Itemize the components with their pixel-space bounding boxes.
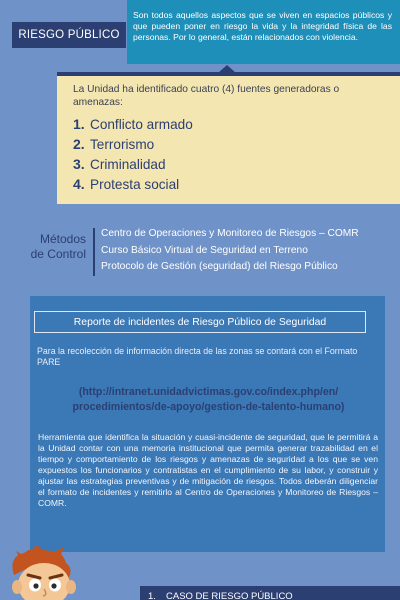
list-item-number: 3.: [73, 156, 85, 172]
metodo-item: Centro de Operaciones y Monitoreo de Riesgos – COMR: [101, 228, 359, 239]
link-line[interactable]: (http://intranet.unidadvictimas.gov.co/index.php/en/: [78, 386, 339, 398]
divider: [93, 228, 95, 276]
metodo-item: Protocolo de Gestión (seguridad) del Riesgo Público: [101, 261, 338, 272]
reporte-body: Herramienta que identifica la situación y cuasi-incidente de seguridad, que le permitirá a la Unidad contar con una memoria institucional que permita generar trazabilidad en el tiempo y comportamiento de los riesgos y amenazas de seguridad a los que se ven expuestos los funcionarios y contratistas en el cumplimiento de su labor, y construir y ajustar las estrategias preventivas y de mitigación de riesgos. Todos deberán diligenciar el formato de incidentes y remitirlo al Centro de Operaciones y Monitoreo de Riesgos – COMR.: [38, 432, 378, 508]
list-item: [73, 116, 388, 136]
worried-person-icon: [0, 545, 90, 600]
formato-pare-link[interactable]: [36, 385, 381, 414]
list-item-label: Protesta social: [90, 177, 180, 192]
next-section-label: CASO DE RIESGO PÚBLICO: [166, 591, 293, 600]
list-item-label: Criminalidad: [90, 157, 166, 172]
list-item: [73, 176, 388, 196]
fuentes-box: [57, 72, 400, 204]
reporte-title: Reporte de incidentes de Riesgo Público de Seguridad: [34, 311, 366, 333]
reporte-intro: Para la recolección de información directa de las zonas se contará con el Formato PARE: [37, 346, 358, 367]
metodos-heading: [16, 232, 86, 262]
fuentes-intro: La Unidad ha identificado cuatro (4) fuentes generadoras o amenazas:: [73, 84, 340, 108]
list-item-label: Conflicto armado: [90, 117, 193, 132]
link-line[interactable]: procedimientos/de-apoyo/gestion-de-talento-humano): [72, 400, 345, 413]
fuentes-list: [73, 116, 388, 196]
riesgo-publico-tag: RIESGO PÚBLICO: [12, 22, 126, 48]
metodos-heading-line: Métodos: [39, 232, 86, 246]
metodo-item: Curso Básico Virtual de Seguridad en Terreno: [101, 244, 308, 256]
list-item: [73, 156, 388, 176]
cartoon-character-illustration: [0, 545, 90, 600]
list-item-number: 4.: [73, 176, 85, 192]
metodos-heading-line: de Control: [30, 247, 86, 261]
list-item-number: 1.: [73, 116, 85, 132]
riesgo-publico-header: [0, 0, 400, 64]
next-section-header: [140, 586, 400, 600]
riesgo-publico-description: Son todos aquellos aspectos que se viven en espacios públicos y que pueden poner en riesgo la vida y la integridad física de las personas. Por lo general, están relacionados con violencia.: [127, 0, 400, 64]
reporte-panel: [30, 296, 385, 552]
metodos-list: [101, 226, 400, 276]
list-item: [73, 136, 388, 156]
next-section-number: 1.: [148, 591, 156, 600]
list-item-label: Terrorismo: [90, 137, 155, 152]
list-item-number: 2.: [73, 136, 85, 152]
